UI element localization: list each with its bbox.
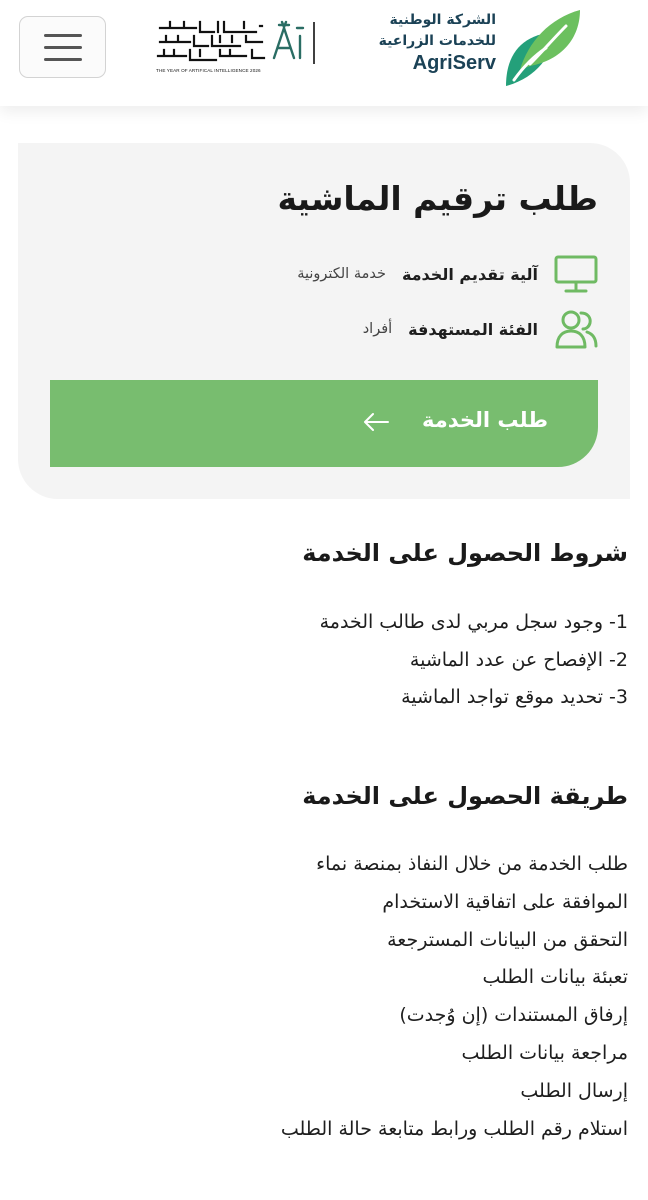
agriserv-arabic-line-1: الشركة الوطنية bbox=[389, 12, 496, 28]
list-item: 2- الإفصاح عن عدد الماشية bbox=[409, 648, 628, 671]
target-audience-row bbox=[363, 309, 598, 349]
conditions-list bbox=[320, 604, 628, 717]
list-item: استلام رقم الطلب ورابط متابعة حالة الطلب bbox=[280, 1117, 628, 1140]
request-service-label: طلب الخدمة bbox=[422, 408, 548, 432]
list-item: 3- تحديد موقع تواجد الماشية bbox=[401, 686, 628, 708]
ai-year-caption: THE YEAR OF ARTIFICAL INTELLIGENCE 2026 bbox=[156, 68, 261, 73]
conditions-heading: شروط الحصول على الخدمة bbox=[302, 539, 628, 567]
menu-button[interactable] bbox=[19, 16, 106, 78]
method-steps-list bbox=[281, 846, 628, 1148]
page-title: طلب ترقيم الماشية bbox=[277, 179, 598, 218]
list-item: تعبئة بيانات الطلب bbox=[482, 966, 628, 989]
list-item: 1- وجود سجل مربي لدى طالب الخدمة bbox=[319, 611, 628, 633]
agriserv-logo[interactable] bbox=[378, 8, 582, 88]
list-item: إرفاق المستندات (إن وُجدت) bbox=[399, 1004, 628, 1027]
ai-year-logo[interactable] bbox=[156, 18, 320, 78]
delivery-method-value: خدمة الكترونية bbox=[297, 266, 386, 282]
list-item: الموافقة على اتفاقية الاستخدام bbox=[382, 890, 628, 913]
target-audience-label: الفئة المستهدفة bbox=[408, 319, 538, 339]
ai-year-logo-mark bbox=[156, 18, 320, 68]
hamburger-menu-icon bbox=[44, 34, 82, 37]
service-card bbox=[18, 143, 630, 499]
delivery-method-label: آلية تقديم الخدمة bbox=[401, 264, 538, 284]
agriserv-leaf-logo-icon bbox=[500, 8, 582, 88]
monitor-icon bbox=[554, 254, 598, 294]
agriserv-arabic-line-2: للخدمات الزراعية bbox=[378, 33, 496, 49]
site-header bbox=[0, 0, 648, 106]
target-audience-value: أفراد bbox=[362, 321, 393, 337]
list-item: طلب الخدمة من خلال النفاذ بمنصة نماء bbox=[316, 853, 628, 875]
arrow-left-icon bbox=[362, 412, 390, 432]
list-item: التحقق من البيانات المسترجعة bbox=[387, 928, 628, 951]
list-item: مراجعة بيانات الطلب bbox=[461, 1041, 628, 1064]
delivery-method-row bbox=[297, 254, 598, 294]
list-item: إرسال الطلب bbox=[520, 1079, 628, 1102]
method-heading: طريقة الحصول على الخدمة bbox=[302, 782, 628, 810]
request-service-button[interactable] bbox=[50, 380, 598, 467]
agriserv-english-name: AgriServ bbox=[412, 52, 496, 74]
users-icon bbox=[554, 309, 598, 349]
